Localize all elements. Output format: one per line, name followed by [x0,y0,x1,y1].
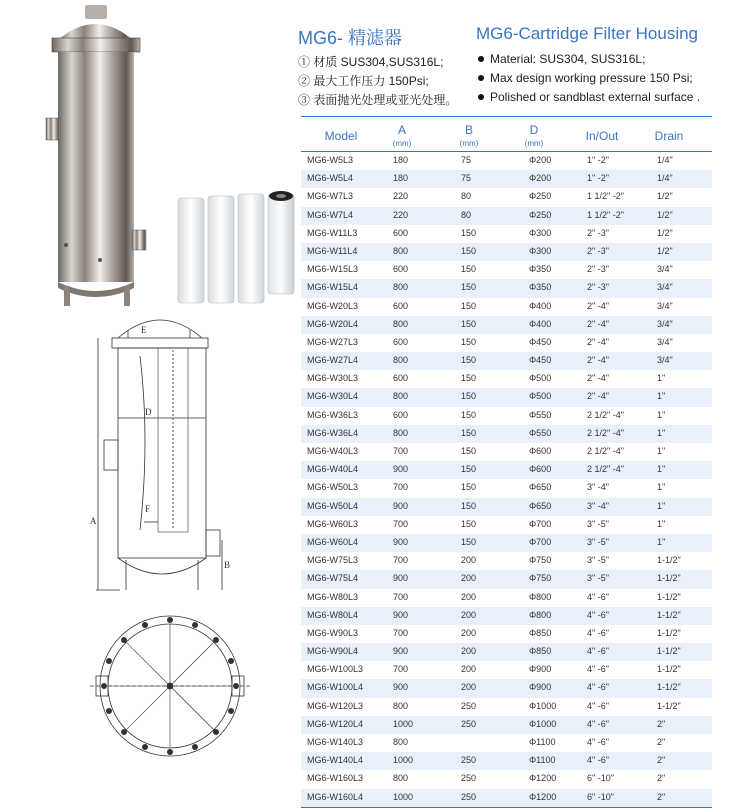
cell-model: MG6-W11L3 [307,227,358,238]
cell-a: 1000 [393,791,414,802]
cell-d: Φ400 [529,318,552,329]
feature-en-1 [478,52,645,66]
cell-model: MG6-W50L4 [307,500,359,511]
title-english: MG6-Cartridge Filter Housing [476,24,699,43]
cell-drain: 2" [657,737,666,747]
cell-b: 75 [461,155,472,165]
cell-a: 700 [393,518,409,529]
cell-a: 700 [393,482,409,493]
cell-a: 900 [393,609,409,620]
cell-d: Φ600 [529,446,552,456]
cell-model: MG6-W11L4 [307,245,358,256]
bullet-icon [478,56,484,62]
table-row [301,243,712,261]
cell-drain: 1" [657,373,666,384]
cell-d: Φ450 [529,336,552,347]
cell-d: Φ800 [529,591,552,602]
cell-inout: 4" -6" [587,627,609,638]
table-row [301,225,712,243]
table-row [301,570,712,588]
cell-drain: 3/4" [657,264,673,275]
feature-cn-3: ③ 表面抛光处理或亚光处理。 [298,93,458,107]
cell-inout: 3" -5" [587,536,609,547]
cell-b: 150 [461,464,477,475]
cell-a: 700 [393,627,409,638]
table-row [301,188,712,206]
cell-a: 900 [393,500,409,511]
cell-model: MG6-W140L3 [307,737,364,747]
cell-b: 150 [461,518,477,529]
cell-a: 600 [393,409,409,420]
cell-model: MG6-W60L4 [307,536,359,547]
table-row [301,479,712,497]
cell-drain: 2" [657,718,666,729]
table-row [301,752,712,770]
table-row [301,589,712,607]
cell-model: MG6-W120L3 [307,700,364,711]
feature-en-2 [478,71,693,85]
cell-drain: 1" [657,391,666,402]
cell-model: MG6-W30L4 [307,391,359,402]
cell-drain: 2" [657,791,666,802]
cell-model: MG6-W75L3 [307,555,359,566]
cell-model: MG6-W15L3 [307,264,359,275]
cell-a: 600 [393,300,409,311]
table-row [301,607,712,625]
cell-b: 250 [461,773,477,784]
cell-drain: 1" [657,446,666,456]
table-row [301,316,712,334]
cell-d: Φ450 [529,355,552,366]
cell-inout: 2 1/2" -4" [587,409,624,420]
cell-drain: 3/4" [657,355,673,366]
cell-a: 600 [393,373,409,384]
cell-model: MG6-W140L4 [307,755,364,766]
cell-inout: 2" -4" [587,355,609,366]
cell-b: 150 [461,318,477,329]
cell-b: 200 [461,682,477,693]
cell-d: Φ1100 [529,755,556,766]
cell-model: MG6-W30L3 [307,373,359,384]
table-row [301,679,712,697]
cell-inout: 1 1/2" -2" [587,209,624,220]
table-row [301,207,712,225]
cell-drain: 1" [657,518,666,529]
cell-d: Φ250 [529,209,552,220]
cell-model: MG6-W120L4 [307,718,364,729]
table-row [301,516,712,534]
cell-inout: 3" -5" [587,573,609,584]
cell-b: 250 [461,755,477,766]
cell-inout: 2" -4" [587,300,609,311]
cell-a: 180 [393,173,409,184]
cell-drain: 2" [657,773,666,784]
title-chinese: MG6- 精滤器 [298,28,403,48]
cell-drain: 3/4" [657,282,673,293]
table-row [301,789,712,807]
cell-drain: 1-1/2" [657,609,681,620]
cell-d: Φ500 [529,373,552,384]
cell-drain: 1-1/2" [657,646,681,657]
cell-b: 150 [461,245,477,256]
dim-label-d: D [145,407,152,417]
product-illustrations [0,0,298,807]
cell-model: MG6-W7L4 [307,209,354,220]
cell-drain: 3/4" [657,336,673,347]
cell-inout: 4" -6" [587,682,609,693]
cell-inout: 4" -6" [587,700,609,711]
dim-label-e: E [141,325,147,335]
cell-d: Φ300 [529,245,552,256]
cell-model: MG6-W160L4 [307,791,364,802]
cell-b: 250 [461,791,477,802]
feature-en-3 [478,90,700,104]
housing-photo [46,5,146,306]
feature-cn-2: ② 最大工作压力 150Psi; [298,74,429,88]
cell-drain: 1" [657,464,666,475]
cell-b: 150 [461,373,477,384]
feature-en-text: Polished or sandblast external surface . [490,90,701,104]
cell-drain: 1-1/2" [657,627,681,638]
cell-a: 800 [393,700,409,711]
cell-drain: 1" [657,500,666,511]
dim-label-f: F [145,504,151,514]
cell-d: Φ1200 [529,773,557,784]
cell-a: 600 [393,264,409,275]
cell-b: 150 [461,482,477,493]
cell-drain: 1" [657,427,666,438]
cell-model: MG6-W100L4 [307,682,364,693]
cell-b: 150 [461,446,477,456]
cell-b: 250 [461,700,477,711]
cell-d: Φ750 [529,573,552,584]
cell-inout: 2" -3" [587,264,609,275]
cell-inout: 2" -4" [587,391,609,402]
cell-b: 150 [461,227,477,238]
cell-a: 900 [393,646,409,657]
table-row [301,461,712,479]
cell-b: 150 [461,427,477,438]
cell-inout: 3" -4" [587,482,609,493]
cell-d: Φ700 [529,518,552,529]
cell-model: MG6-W36L4 [307,427,359,438]
table-row [301,552,712,570]
cell-d: Φ800 [529,609,552,620]
cell-model: MG6-W36L3 [307,409,359,420]
cell-model: MG6-W90L4 [307,646,359,657]
cell-drain: 2" [657,755,666,766]
cell-drain: 1-1/2" [657,682,681,693]
header-d-unit: (mm) [524,139,544,148]
cell-a: 800 [393,245,409,256]
cell-model: MG6-W50L3 [307,482,359,493]
table-row [301,298,712,316]
cell-inout: 4" -6" [587,591,609,602]
feature-en-text: Material: SUS304, SUS316L; [490,52,646,66]
cell-inout: 1 1/2" -2" [587,191,624,202]
cell-inout: 4" -6" [587,609,609,620]
cell-b: 150 [461,409,477,420]
cell-drain: 1-1/2" [657,591,681,602]
cell-inout: 2" -4" [587,318,609,329]
top-plan-drawing [90,616,250,756]
cell-b: 150 [461,391,477,402]
header-b-unit: (mm) [459,139,479,148]
table-row [301,661,712,679]
cell-b: 200 [461,664,477,675]
table-row [301,370,712,388]
cell-d: Φ300 [529,227,552,238]
dim-label-b: B [224,560,231,570]
cell-a: 180 [393,155,409,165]
table-header [301,116,712,152]
table-row [301,770,712,788]
cell-drain: 3/4" [657,318,673,329]
cell-b: 150 [461,336,477,347]
header-d: D [529,123,539,137]
cell-b: 200 [461,573,477,584]
cell-a: 600 [393,227,409,238]
cell-model: MG6-W160L3 [307,773,364,784]
cell-a: 700 [393,591,409,602]
cell-d: Φ550 [529,409,552,420]
product-graphics [0,0,298,807]
cell-a: 700 [393,664,409,675]
cell-b: 250 [461,718,477,729]
cell-b: 200 [461,646,477,657]
cell-d: Φ850 [529,627,552,638]
table-row [301,279,712,297]
cell-drain: 3/4" [657,300,673,311]
cell-b: 80 [461,191,472,202]
cell-d: Φ200 [529,155,552,165]
cell-d: Φ1100 [529,737,556,747]
cell-inout: 2 1/2" -4" [587,464,624,475]
cell-drain: 1/4" [657,155,673,165]
cell-a: 900 [393,464,409,475]
cell-b: 200 [461,627,477,638]
cell-a: 1000 [393,755,414,766]
cell-inout: 2 1/2" -4" [587,446,624,456]
cell-inout: 2 1/2" -4" [587,427,624,438]
cell-d: Φ550 [529,427,552,438]
header-model: Model [324,129,358,143]
header-inout: In/Out [585,129,619,143]
cell-d: Φ250 [529,191,552,202]
cell-inout: 4" -6" [587,664,609,675]
cell-drain: 1/2" [657,227,673,238]
cell-a: 800 [393,427,409,438]
table-row [301,152,712,170]
cell-inout: 4" -6" [587,718,609,729]
cell-b: 150 [461,500,477,511]
cell-a: 900 [393,536,409,547]
cell-model: MG6-W20L4 [307,318,359,329]
cell-b: 200 [461,591,477,602]
cell-a: 700 [393,446,409,456]
cell-d: Φ350 [529,282,552,293]
cell-drain: 1" [657,409,666,420]
cell-inout: 2" -3" [587,282,609,293]
cell-a: 800 [393,318,409,329]
cell-model: MG6-W5L4 [307,173,354,184]
cell-a: 800 [393,773,409,784]
cell-b: 150 [461,264,477,275]
table-row [301,425,712,443]
cell-inout: 1" -2" [587,173,609,184]
cell-model: MG6-W40L4 [307,464,359,475]
table-row [301,534,712,552]
feature-en-text: Max design working pressure 150 Psi; [490,71,693,85]
cartridges-photo [178,191,294,303]
table-row [301,443,712,461]
cell-b: 200 [461,609,477,620]
cell-drain: 1/2" [657,191,673,202]
cell-d: Φ1200 [529,791,557,802]
cell-d: Φ650 [529,482,552,493]
cell-a: 900 [393,573,409,584]
cell-model: MG6-W75L4 [307,573,359,584]
table-row [301,352,712,370]
cell-d: Φ350 [529,264,552,275]
cell-d: Φ900 [529,664,552,675]
cell-inout: 2" -4" [587,373,609,384]
cell-d: Φ200 [529,173,552,184]
cell-d: Φ900 [529,682,552,693]
cell-inout: 4" -6" [587,755,609,766]
cell-inout: 3" -5" [587,518,609,529]
cell-a: 800 [393,355,409,366]
cell-a: 800 [393,391,409,402]
side-elevation-drawing [96,320,222,590]
cell-inout: 2" -3" [587,245,609,256]
cell-a: 220 [393,209,409,220]
cell-d: Φ650 [529,500,552,511]
cell-model: MG6-W27L4 [307,355,359,366]
header-b: B [464,123,473,137]
cell-inout: 4" -6" [587,646,609,657]
table-body [301,152,712,807]
table-row [301,734,712,752]
cell-model: MG6-W7L3 [307,191,354,202]
cell-d: Φ500 [529,391,552,402]
cell-a: 900 [393,682,409,693]
cell-inout: 2" -3" [587,227,609,238]
cell-inout: 3" -4" [587,500,609,511]
header-a-unit: (mm) [392,139,412,148]
cell-model: MG6-W80L4 [307,609,359,620]
table-row [301,407,712,425]
cell-model: MG6-W80L3 [307,591,359,602]
cell-drain: 1" [657,482,666,493]
cell-drain: 1" [657,536,666,547]
cell-model: MG6-W15L4 [307,282,359,293]
cell-d: Φ400 [529,300,552,311]
header-drain: Drain [654,129,684,143]
cell-drain: 1-1/2" [657,573,681,584]
cell-model: MG6-W5L3 [307,155,354,165]
cell-drain: 1-1/2" [657,700,681,711]
cell-a: 700 [393,555,409,566]
bullet-icon [478,94,484,100]
table-row [301,643,712,661]
cell-drain: 1-1/2" [657,664,681,675]
feature-cn-1: ① 材质 SUS304,SUS316L; [298,55,444,69]
table-row [301,498,712,516]
cell-drain: 1/2" [657,245,673,256]
cell-model: MG6-W40L3 [307,446,359,456]
cell-b: 200 [461,555,477,566]
cell-drain: 1/2" [657,209,673,220]
cell-d: Φ1000 [529,700,557,711]
cell-d: Φ700 [529,536,552,547]
cell-model: MG6-W90L3 [307,627,359,638]
spec-table [301,116,712,808]
cell-d: Φ750 [529,555,552,566]
cell-d: Φ1000 [529,718,557,729]
cell-a: 800 [393,737,409,747]
cell-b: 150 [461,536,477,547]
table-row [301,388,712,406]
table-row [301,170,712,188]
cell-b: 75 [461,173,472,184]
cell-b: 150 [461,300,477,311]
cell-inout: 6" -10" [587,773,614,784]
cell-a: 220 [393,191,409,202]
cell-model: MG6-W100L3 [307,664,364,675]
header-a: A [397,123,406,137]
cell-a: 600 [393,336,409,347]
cell-b: 80 [461,209,472,220]
cell-b: 150 [461,355,477,366]
cell-inout: 3" -5" [587,555,609,566]
table-row [301,698,712,716]
table-row [301,625,712,643]
cell-a: 1000 [393,718,414,729]
table-row [301,261,712,279]
table-row [301,334,712,352]
cell-model: MG6-W20L3 [307,300,359,311]
cell-inout: 2" -4" [587,336,609,347]
cell-model: MG6-W60L3 [307,518,359,529]
cell-drain: 1-1/2" [657,555,681,566]
cell-b: 150 [461,282,477,293]
bullet-icon [478,75,484,81]
cell-d: Φ850 [529,646,552,657]
cell-drain: 1/4" [657,173,673,184]
cell-inout: 6" -10" [587,791,614,802]
dim-label-a: A [90,516,97,526]
cell-d: Φ600 [529,464,552,475]
cell-a: 800 [393,282,409,293]
cell-model: MG6-W27L3 [307,336,359,347]
cell-inout: 1" -2" [587,155,609,165]
cell-inout: 4" -6" [587,737,609,747]
table-row [301,716,712,734]
